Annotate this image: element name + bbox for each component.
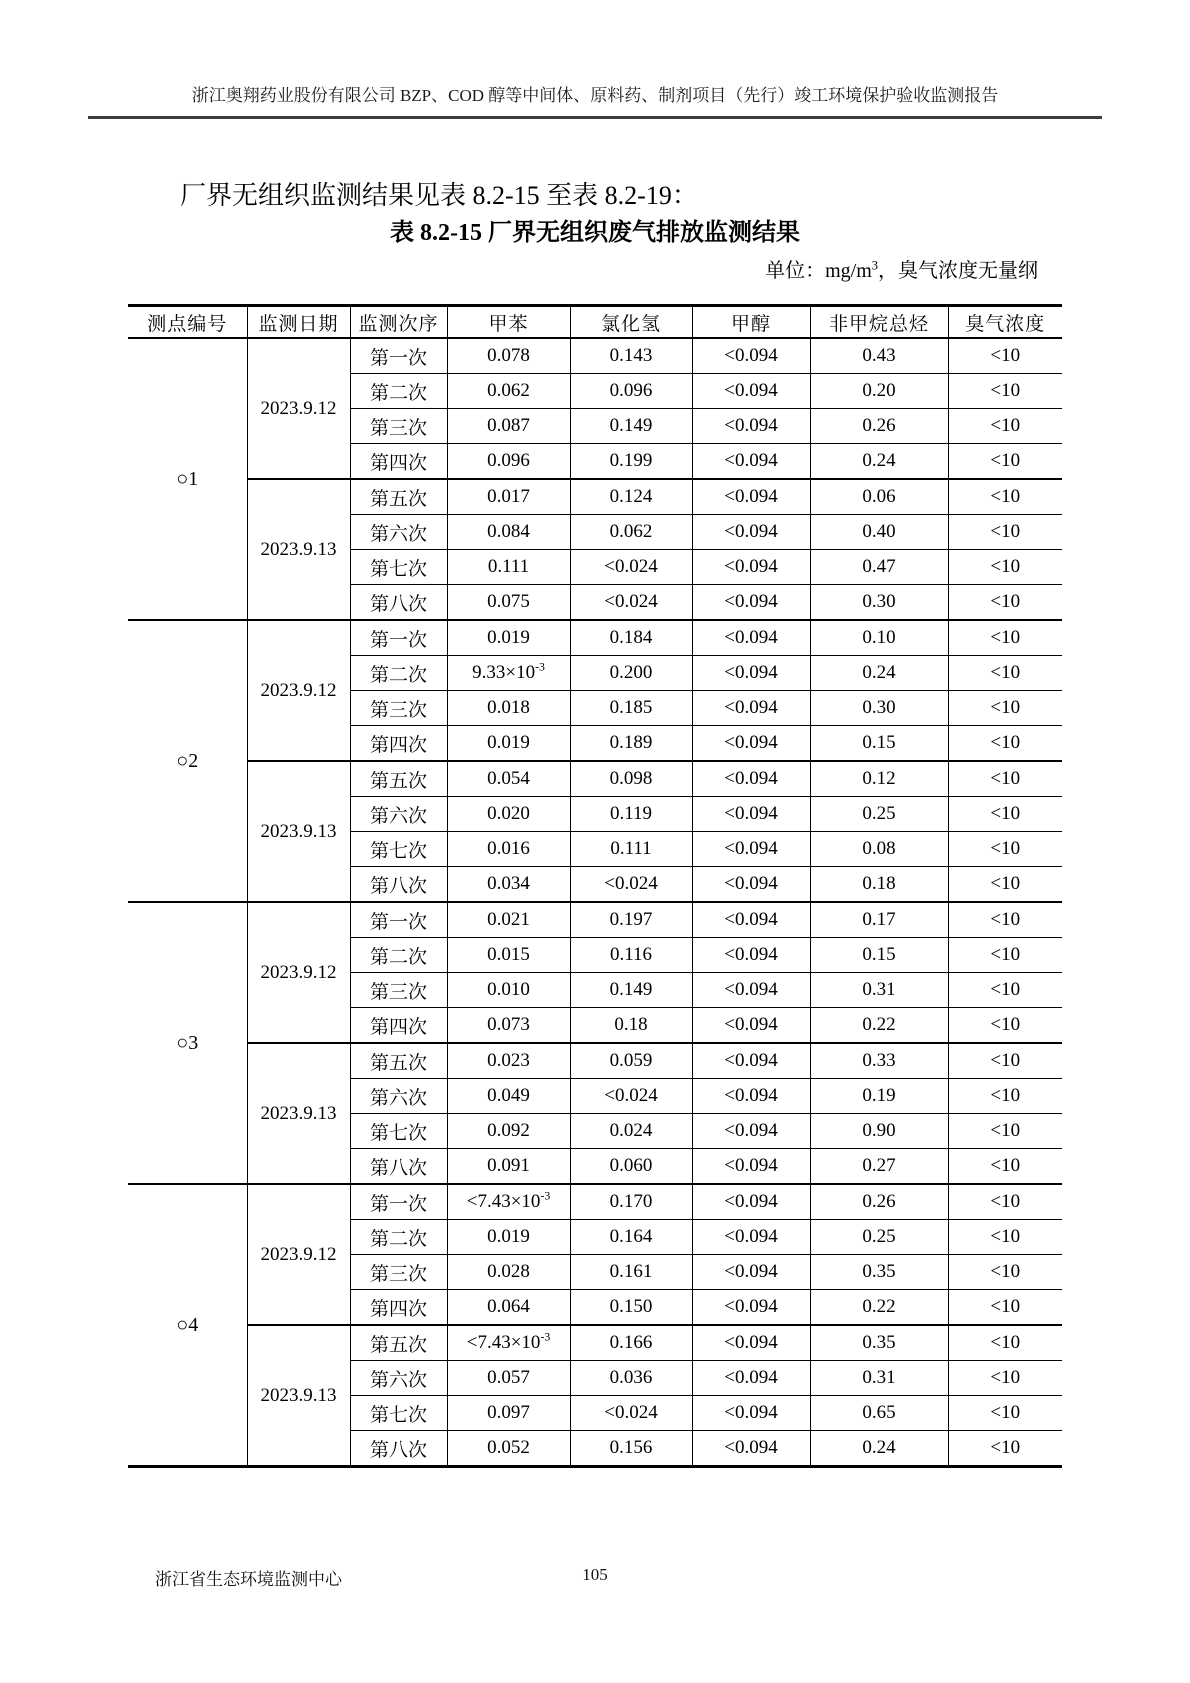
value-cell: 0.22 — [810, 1290, 948, 1326]
value-cell: 0.075 — [447, 585, 570, 621]
value-cell: <10 — [948, 973, 1062, 1008]
column-header-nmhc: 非甲烷总烃 — [810, 306, 948, 339]
value-cell: 0.149 — [570, 409, 692, 444]
sequence-cell: 第一次 — [350, 902, 447, 938]
value-cell: 0.25 — [810, 1220, 948, 1255]
sequence-cell: 第八次 — [350, 585, 447, 621]
sequence-cell: 第六次 — [350, 1079, 447, 1114]
value-cell: <10 — [948, 761, 1062, 797]
value-cell: 0.90 — [810, 1114, 948, 1149]
table-row — [128, 761, 1062, 797]
value-cell: <10 — [948, 550, 1062, 585]
table-header-row — [128, 306, 1062, 339]
value-cell: <10 — [948, 1290, 1062, 1326]
value-cell: <10 — [948, 832, 1062, 867]
column-header-odor: 臭气浓度 — [948, 306, 1062, 339]
value-cell: <10 — [948, 797, 1062, 832]
value-cell: 0.018 — [447, 691, 570, 726]
value-cell: <0.094 — [692, 515, 810, 550]
column-header-methanol: 甲醇 — [692, 306, 810, 339]
value-cell: <0.094 — [692, 1008, 810, 1044]
value-cell: <0.094 — [692, 1325, 810, 1361]
sequence-cell: 第七次 — [350, 1396, 447, 1431]
value-cell: 0.166 — [570, 1325, 692, 1361]
value-cell: <0.094 — [692, 761, 810, 797]
value-cell: <10 — [948, 1184, 1062, 1220]
value-cell: 0.023 — [447, 1043, 570, 1079]
column-header-date: 监测日期 — [247, 306, 350, 339]
value-cell: 0.27 — [810, 1149, 948, 1185]
value-cell: 0.40 — [810, 515, 948, 550]
value-cell: <10 — [948, 656, 1062, 691]
value-cell: <0.024 — [570, 1396, 692, 1431]
value-cell: 0.124 — [570, 479, 692, 515]
value-cell: 0.111 — [570, 832, 692, 867]
value-cell: 0.18 — [810, 867, 948, 903]
sequence-cell: 第六次 — [350, 515, 447, 550]
value-cell: <10 — [948, 515, 1062, 550]
sequence-cell: 第三次 — [350, 691, 447, 726]
sequence-cell: 第六次 — [350, 797, 447, 832]
value-cell: <0.094 — [692, 656, 810, 691]
value-cell: 0.143 — [570, 338, 692, 374]
sequence-cell: 第八次 — [350, 867, 447, 903]
value-cell: 0.097 — [447, 1396, 570, 1431]
value-cell: 0.35 — [810, 1255, 948, 1290]
sequence-cell: 第七次 — [350, 550, 447, 585]
value-cell: 0.31 — [810, 973, 948, 1008]
table-caption: 表 8.2-15 厂界无组织废气排放监测结果 — [390, 220, 800, 246]
sequence-cell: 第七次 — [350, 1114, 447, 1149]
column-header-sequence: 监测次序 — [350, 306, 447, 339]
value-cell: 0.19 — [810, 1079, 948, 1114]
value-cell: <10 — [948, 691, 1062, 726]
value-cell: <10 — [948, 1079, 1062, 1114]
table-row — [128, 620, 1062, 656]
value-cell: <10 — [948, 938, 1062, 973]
value-cell: 0.054 — [447, 761, 570, 797]
value-cell: <0.094 — [692, 726, 810, 762]
monitoring-table — [128, 304, 1062, 1468]
value-cell: <0.094 — [692, 479, 810, 515]
value-cell: <0.094 — [692, 409, 810, 444]
value-cell: <10 — [948, 338, 1062, 374]
value-cell: 0.24 — [810, 444, 948, 480]
value-cell: <10 — [948, 479, 1062, 515]
value-cell: <10 — [948, 1361, 1062, 1396]
column-header-point: 测点编号 — [128, 306, 247, 339]
value-cell: <0.094 — [692, 374, 810, 409]
value-cell: 0.26 — [810, 1184, 948, 1220]
value-cell: <0.094 — [692, 867, 810, 903]
value-cell: 0.30 — [810, 585, 948, 621]
value-cell: 0.06 — [810, 479, 948, 515]
value-cell: 0.052 — [447, 1431, 570, 1467]
value-cell: <0.094 — [692, 1043, 810, 1079]
value-cell: 0.33 — [810, 1043, 948, 1079]
sequence-cell: 第六次 — [350, 1361, 447, 1396]
value-cell: <10 — [948, 1325, 1062, 1361]
footer-organization: 浙江省生态环境监测中心 — [155, 1570, 342, 1589]
value-cell: 0.20 — [810, 374, 948, 409]
value-cell: <0.094 — [692, 1255, 810, 1290]
value-cell: 0.096 — [570, 374, 692, 409]
value-cell: 0.010 — [447, 973, 570, 1008]
sequence-cell: 第八次 — [350, 1149, 447, 1185]
date-cell: 2023.9.13 — [247, 479, 350, 620]
value-cell: 0.049 — [447, 1079, 570, 1114]
value-cell: <10 — [948, 444, 1062, 480]
point-id-cell: ○4 — [128, 1184, 247, 1467]
value-cell: <0.024 — [570, 585, 692, 621]
page-header — [88, 84, 1102, 119]
value-cell: 0.164 — [570, 1220, 692, 1255]
date-cell: 2023.9.12 — [247, 902, 350, 1043]
value-cell: 0.084 — [447, 515, 570, 550]
sequence-cell: 第四次 — [350, 1008, 447, 1044]
date-cell: 2023.9.12 — [247, 1184, 350, 1325]
page-number: 105 — [582, 1565, 608, 1584]
value-cell: <0.094 — [692, 1290, 810, 1326]
value-cell: 0.12 — [810, 761, 948, 797]
value-cell: <0.094 — [692, 832, 810, 867]
value-cell: 0.197 — [570, 902, 692, 938]
value-cell: 0.062 — [447, 374, 570, 409]
value-cell: <0.094 — [692, 691, 810, 726]
value-cell: <10 — [948, 374, 1062, 409]
sequence-cell: 第五次 — [350, 1325, 447, 1361]
value-cell: 0.091 — [447, 1149, 570, 1185]
value-cell: <10 — [948, 1114, 1062, 1149]
column-header-toluene: 甲苯 — [447, 306, 570, 339]
value-cell: 0.057 — [447, 1361, 570, 1396]
value-cell: 0.087 — [447, 409, 570, 444]
value-cell: 0.25 — [810, 797, 948, 832]
sequence-cell: 第三次 — [350, 973, 447, 1008]
table-row — [128, 1325, 1062, 1361]
value-cell: <0.094 — [692, 1361, 810, 1396]
point-id-cell: ○3 — [128, 902, 247, 1184]
value-cell: <0.094 — [692, 1396, 810, 1431]
value-cell: <10 — [948, 1220, 1062, 1255]
column-header-hcl: 氯化氢 — [570, 306, 692, 339]
value-cell: 0.10 — [810, 620, 948, 656]
value-cell: 0.116 — [570, 938, 692, 973]
value-cell: 0.30 — [810, 691, 948, 726]
value-cell: <0.094 — [692, 1149, 810, 1185]
value-cell: <0.024 — [570, 1079, 692, 1114]
value-cell: <0.094 — [692, 797, 810, 832]
value-cell: 0.43 — [810, 338, 948, 374]
sequence-cell: 第一次 — [350, 620, 447, 656]
value-cell: 0.019 — [447, 620, 570, 656]
value-cell: <0.024 — [570, 867, 692, 903]
value-cell: <0.094 — [692, 550, 810, 585]
value-cell: 0.185 — [570, 691, 692, 726]
date-cell: 2023.9.12 — [247, 338, 350, 479]
value-cell: 0.034 — [447, 867, 570, 903]
value-cell: <0.094 — [692, 902, 810, 938]
value-cell: <0.094 — [692, 973, 810, 1008]
value-cell: <0.094 — [692, 1220, 810, 1255]
value-cell: 0.31 — [810, 1361, 948, 1396]
value-cell: 0.47 — [810, 550, 948, 585]
value-cell: 0.35 — [810, 1325, 948, 1361]
value-cell: 0.15 — [810, 726, 948, 762]
value-cell: 0.016 — [447, 832, 570, 867]
value-cell: 0.060 — [570, 1149, 692, 1185]
table-row — [128, 1184, 1062, 1220]
value-cell: 0.017 — [447, 479, 570, 515]
value-cell: <10 — [948, 867, 1062, 903]
value-cell: 0.24 — [810, 656, 948, 691]
value-cell: 0.156 — [570, 1431, 692, 1467]
value-cell: 0.111 — [447, 550, 570, 585]
date-cell: 2023.9.13 — [247, 1043, 350, 1184]
value-cell: 0.18 — [570, 1008, 692, 1044]
value-cell: <0.094 — [692, 620, 810, 656]
value-cell: <0.024 — [570, 550, 692, 585]
sequence-cell: 第四次 — [350, 1290, 447, 1326]
value-cell: <0.094 — [692, 1431, 810, 1467]
value-cell: <10 — [948, 902, 1062, 938]
sequence-cell: 第三次 — [350, 1255, 447, 1290]
value-cell: 0.15 — [810, 938, 948, 973]
value-cell: 0.073 — [447, 1008, 570, 1044]
page-footer — [88, 1565, 1102, 1589]
value-cell: <0.094 — [692, 338, 810, 374]
value-cell: 0.098 — [570, 761, 692, 797]
value-cell: 0.019 — [447, 726, 570, 762]
value-cell: 0.028 — [447, 1255, 570, 1290]
value-cell: 0.020 — [447, 797, 570, 832]
value-cell: 0.65 — [810, 1396, 948, 1431]
table-row — [128, 479, 1062, 515]
value-cell: $<7.43\times 10^{-3}$ — [447, 1184, 570, 1220]
value-cell: <0.094 — [692, 444, 810, 480]
value-cell: 0.064 — [447, 1290, 570, 1326]
value-cell: 0.019 — [447, 1220, 570, 1255]
value-cell: <10 — [948, 1149, 1062, 1185]
sequence-cell: 第一次 — [350, 338, 447, 374]
point-id-cell: ○2 — [128, 620, 247, 902]
sequence-cell: 第三次 — [350, 409, 447, 444]
value-cell: 0.119 — [570, 797, 692, 832]
sequence-cell: 第五次 — [350, 761, 447, 797]
value-cell: 0.24 — [810, 1431, 948, 1467]
point-id-cell: ○1 — [128, 338, 247, 620]
value-cell: 0.170 — [570, 1184, 692, 1220]
value-cell: 0.021 — [447, 902, 570, 938]
value-cell: 0.17 — [810, 902, 948, 938]
sequence-cell: 第八次 — [350, 1431, 447, 1467]
value-cell: 0.059 — [570, 1043, 692, 1079]
sequence-cell: 第五次 — [350, 1043, 447, 1079]
sequence-cell: 第二次 — [350, 1220, 447, 1255]
value-cell: <10 — [948, 620, 1062, 656]
value-cell: 0.161 — [570, 1255, 692, 1290]
value-cell: <10 — [948, 1008, 1062, 1044]
value-cell: 0.150 — [570, 1290, 692, 1326]
table-row — [128, 1043, 1062, 1079]
value-cell: 0.096 — [447, 444, 570, 480]
value-cell: 0.200 — [570, 656, 692, 691]
monitoring-table-body — [128, 338, 1062, 1467]
sequence-cell: 第一次 — [350, 1184, 447, 1220]
sequence-cell: 第四次 — [350, 726, 447, 762]
value-cell: 0.149 — [570, 973, 692, 1008]
date-cell: 2023.9.13 — [247, 1325, 350, 1467]
value-cell: <10 — [948, 1431, 1062, 1467]
value-cell: <0.094 — [692, 585, 810, 621]
value-cell: <0.094 — [692, 1079, 810, 1114]
value-cell: 0.062 — [570, 515, 692, 550]
value-cell: $<7.43\times 10^{-3}$ — [447, 1325, 570, 1361]
sequence-cell: 第五次 — [350, 479, 447, 515]
sequence-cell: 第七次 — [350, 832, 447, 867]
value-cell: <10 — [948, 1255, 1062, 1290]
value-cell: $9.33\times 10^{-3}$ — [447, 656, 570, 691]
value-cell: 0.092 — [447, 1114, 570, 1149]
value-cell: <0.094 — [692, 1184, 810, 1220]
sequence-cell: 第二次 — [350, 374, 447, 409]
value-cell: <10 — [948, 726, 1062, 762]
value-cell: <10 — [948, 409, 1062, 444]
value-cell: <10 — [948, 1043, 1062, 1079]
date-cell: 2023.9.13 — [247, 761, 350, 902]
value-cell: 0.22 — [810, 1008, 948, 1044]
table-row — [128, 338, 1062, 374]
value-cell: <10 — [948, 585, 1062, 621]
value-cell: 0.08 — [810, 832, 948, 867]
value-cell: <0.094 — [692, 1114, 810, 1149]
value-cell: <10 — [948, 1396, 1062, 1431]
value-cell: 0.036 — [570, 1361, 692, 1396]
value-cell: 0.024 — [570, 1114, 692, 1149]
unit-note: 单位：$mg/m^3$，臭气浓度无量纲 — [765, 258, 1038, 282]
sequence-cell: 第二次 — [350, 656, 447, 691]
page-header-title: 浙江奥翔药业股份有限公司 BZP、COD 醇等中间体、原料药、制剂项目（先行）竣工环境保护验收监测报告 — [191, 86, 999, 105]
value-cell: 0.015 — [447, 938, 570, 973]
table-row — [128, 902, 1062, 938]
sequence-cell: 第二次 — [350, 938, 447, 973]
value-cell: <0.094 — [692, 938, 810, 973]
value-cell: 0.078 — [447, 338, 570, 374]
value-cell: 0.26 — [810, 409, 948, 444]
value-cell: 0.189 — [570, 726, 692, 762]
sequence-cell: 第四次 — [350, 444, 447, 480]
value-cell: 0.184 — [570, 620, 692, 656]
value-cell: 0.199 — [570, 444, 692, 480]
intro-paragraph: 厂界无组织监测结果见表 8.2-15 至表 8.2-19： — [180, 181, 698, 210]
date-cell: 2023.9.12 — [247, 620, 350, 761]
